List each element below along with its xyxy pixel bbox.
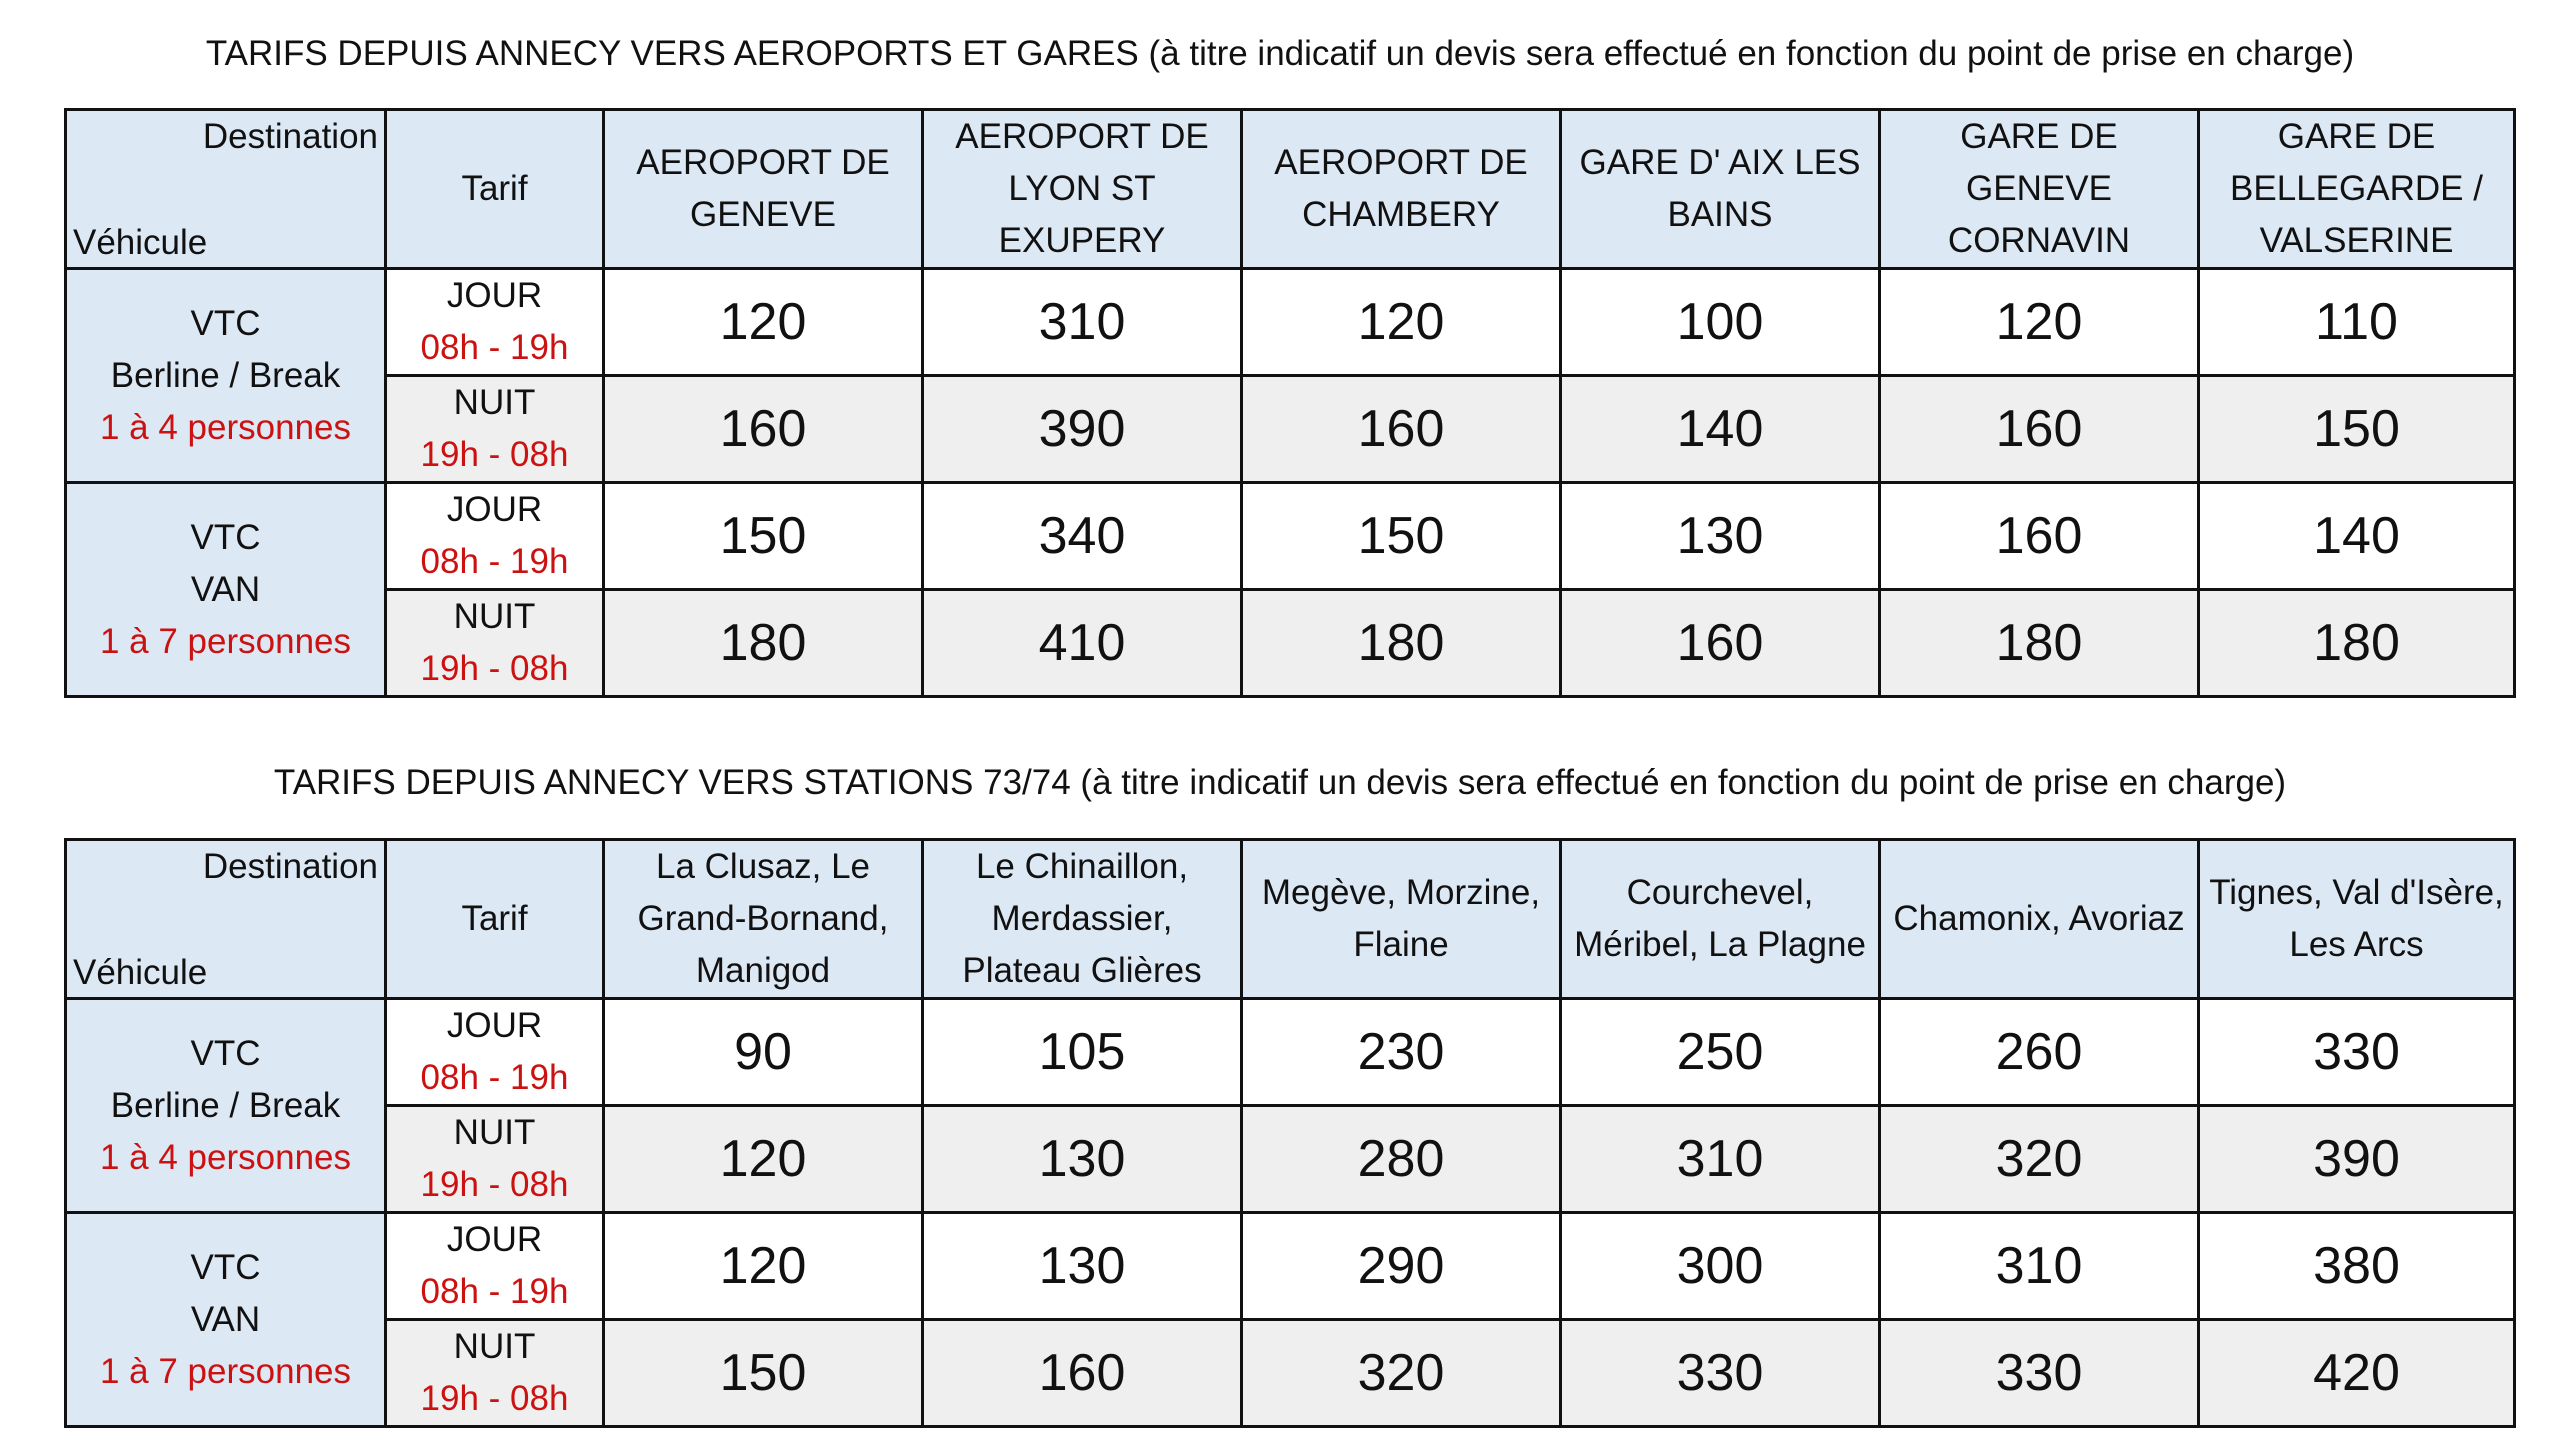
tarif-header: Tarif: [386, 840, 604, 999]
table-row: [66, 483, 2515, 590]
table-row: [66, 269, 2515, 376]
price-cell: 150: [2199, 376, 2515, 483]
price-cell: 120: [604, 269, 923, 376]
period-hours: 19h - 08h: [420, 435, 569, 474]
destination-header-line: LYON ST EXUPERY: [998, 169, 1166, 260]
price-cell: 420: [2199, 1320, 2515, 1427]
header-row: [66, 840, 2515, 999]
destination-header-line: Merdassier,: [991, 899, 1173, 938]
destination-header-line: BAINS: [1667, 195, 1773, 234]
destination-header: [1561, 110, 1880, 269]
destination-header-line: BELLEGARDE /: [2230, 169, 2483, 208]
table-row: [66, 376, 2515, 483]
price-cell: 180: [1880, 590, 2199, 697]
table-row: [66, 590, 2515, 697]
vehicle-type: VTC: [190, 303, 261, 343]
vehicle-type: VTC: [190, 517, 261, 557]
tarif-period-cell: [386, 1213, 604, 1320]
vehicle-type: VTC: [190, 1033, 261, 1073]
destination-header-line: CHAMBERY: [1302, 195, 1500, 234]
vehicule-label: Véhicule: [73, 223, 208, 262]
destination-header-line: Tignes, Val d'Isère,: [2209, 873, 2504, 912]
destination-header: [604, 110, 923, 269]
period-hours: 19h - 08h: [420, 649, 569, 688]
vehicle-capacity: 1 à 7 personnes: [99, 1351, 351, 1391]
stations-tariff-table: [64, 838, 2516, 1428]
vehicle-capacity: 1 à 4 personnes: [99, 407, 351, 447]
period-label: JOUR: [446, 276, 543, 315]
vehicle-model: Berline / Break: [110, 1085, 341, 1125]
price-cell: 300: [1561, 1213, 1880, 1320]
destination-header-line: Les Arcs: [2289, 925, 2424, 964]
tarif-period-cell: [386, 483, 604, 590]
price-cell: 120: [1880, 269, 2199, 376]
stations-table-title: TARIFS DEPUIS ANNECY VERS STATIONS 73/74 (à titre indicatif un devis sera effectué en fonction du point de prise en charge): [273, 763, 2287, 802]
price-cell: 320: [1880, 1106, 2199, 1213]
corner-header-cell: [66, 840, 386, 999]
destination-header-line: GARE DE GENEVE: [1960, 117, 2118, 208]
price-cell: 260: [1880, 999, 2199, 1106]
price-cell: 180: [1242, 590, 1561, 697]
price-cell: 280: [1242, 1106, 1561, 1213]
airports-table-title: TARIFS DEPUIS ANNECY VERS AEROPORTS ET GARES (à titre indicatif un devis sera effectué en fonction du point de prise en charge): [205, 34, 2355, 73]
price-cell: 160: [1561, 590, 1880, 697]
price-cell: 120: [604, 1106, 923, 1213]
price-cell: 310: [1561, 1106, 1880, 1213]
vehicle-model: Berline / Break: [110, 355, 341, 395]
price-cell: 130: [1561, 483, 1880, 590]
price-cell: 330: [1880, 1320, 2199, 1427]
destination-header: [1880, 110, 2199, 269]
destination-label: Destination: [202, 847, 378, 886]
destination-header-line: AEROPORT DE: [636, 143, 890, 182]
price-cell: 390: [2199, 1106, 2515, 1213]
tarif-period-cell: [386, 1320, 604, 1427]
price-cell: 160: [604, 376, 923, 483]
table-row: [66, 1213, 2515, 1320]
price-cell: 410: [923, 590, 1242, 697]
price-cell: 160: [1880, 483, 2199, 590]
corner-header-cell: [66, 110, 386, 269]
destination-header: [1242, 110, 1561, 269]
period-label: JOUR: [446, 1006, 543, 1045]
tarif-period-cell: [386, 999, 604, 1106]
price-cell: 150: [604, 483, 923, 590]
destination-header-line: GARE D' AIX LES: [1579, 143, 1861, 182]
tarif-period-cell: [386, 1106, 604, 1213]
destination-header: [1561, 840, 1880, 999]
price-cell: 330: [2199, 999, 2515, 1106]
airports-tariff-table: [64, 108, 2516, 698]
price-cell: 150: [1242, 483, 1561, 590]
price-cell: 105: [923, 999, 1242, 1106]
period-label: NUIT: [453, 1327, 536, 1366]
destination-header-line: VALSERINE: [2259, 221, 2454, 260]
price-cell: 160: [1242, 376, 1561, 483]
destination-header-line: AEROPORT DE: [1274, 143, 1528, 182]
price-cell: 140: [2199, 483, 2515, 590]
vehicule-label: Véhicule: [73, 953, 208, 992]
destination-header-line: Méribel, La Plagne: [1574, 925, 1866, 964]
vehicle-capacity: 1 à 7 personnes: [99, 621, 351, 661]
price-cell: 120: [1242, 269, 1561, 376]
vehicle-cell: [66, 1213, 386, 1427]
price-cell: 290: [1242, 1213, 1561, 1320]
period-label: JOUR: [446, 1220, 543, 1259]
destination-header-line: Courchevel,: [1626, 873, 1814, 912]
destination-header-line: AEROPORT DE: [955, 117, 1209, 156]
price-cell: 340: [923, 483, 1242, 590]
tarif-period-cell: [386, 590, 604, 697]
price-cell: 130: [923, 1213, 1242, 1320]
price-cell: 90: [604, 999, 923, 1106]
destination-header-line: Plateau Glières: [962, 951, 1202, 990]
destination-header: [2199, 840, 2515, 999]
vehicle-type: VTC: [190, 1247, 261, 1287]
price-cell: 320: [1242, 1320, 1561, 1427]
vehicle-cell: [66, 269, 386, 483]
price-cell: 330: [1561, 1320, 1880, 1427]
destination-header-line: Manigod: [695, 951, 831, 990]
destination-header: [604, 840, 923, 999]
table-row: [66, 1106, 2515, 1213]
destination-header-line: GENEVE: [690, 195, 836, 234]
vehicle-cell: [66, 999, 386, 1213]
destination-header: [1880, 840, 2199, 999]
destination-label: Destination: [202, 117, 378, 156]
destination-header-line: La Clusaz, Le: [655, 847, 871, 886]
price-cell: 180: [2199, 590, 2515, 697]
price-cell: 160: [923, 1320, 1242, 1427]
destination-header-line: CORNAVIN: [1947, 221, 2131, 260]
price-cell: 380: [2199, 1213, 2515, 1320]
period-label: NUIT: [453, 383, 536, 422]
price-cell: 120: [604, 1213, 923, 1320]
price-cell: 310: [1880, 1213, 2199, 1320]
destination-header: [2199, 110, 2515, 269]
tarif-header: Tarif: [386, 110, 604, 269]
table-row: [66, 1320, 2515, 1427]
period-label: NUIT: [453, 597, 536, 636]
price-cell: 130: [923, 1106, 1242, 1213]
vehicle-cell: [66, 483, 386, 697]
period-label: JOUR: [446, 490, 543, 529]
price-cell: 230: [1242, 999, 1561, 1106]
destination-header: [1242, 840, 1561, 999]
price-cell: 310: [923, 269, 1242, 376]
period-hours: 08h - 19h: [420, 542, 569, 581]
destination-header-line: Flaine: [1353, 925, 1449, 964]
price-cell: 150: [604, 1320, 923, 1427]
vehicle-model: VAN: [190, 569, 261, 609]
price-cell: 110: [2199, 269, 2515, 376]
price-cell: 250: [1561, 999, 1880, 1106]
price-cell: 390: [923, 376, 1242, 483]
table-row: [66, 999, 2515, 1106]
period-label: NUIT: [453, 1113, 536, 1152]
price-cell: 180: [604, 590, 923, 697]
destination-header-line: GARE DE: [2277, 117, 2436, 156]
destination-header: [923, 840, 1242, 999]
period-hours: 08h - 19h: [420, 328, 569, 367]
period-hours: 08h - 19h: [420, 1272, 569, 1311]
tarif-period-cell: [386, 269, 604, 376]
price-cell: 100: [1561, 269, 1880, 376]
destination-header-line: Chamonix, Avoriaz: [1893, 899, 2185, 938]
price-cell: 160: [1880, 376, 2199, 483]
price-cell: 140: [1561, 376, 1880, 483]
destination-header-line: Grand-Bornand,: [637, 899, 889, 938]
header-row: [66, 110, 2515, 269]
period-hours: 08h - 19h: [420, 1058, 569, 1097]
destination-header: [923, 110, 1242, 269]
destination-header-line: Le Chinaillon,: [975, 847, 1189, 886]
vehicle-capacity: 1 à 4 personnes: [99, 1137, 351, 1177]
vehicle-model: VAN: [190, 1299, 261, 1339]
tarif-period-cell: [386, 376, 604, 483]
destination-header-line: Megève, Morzine,: [1261, 873, 1541, 912]
period-hours: 19h - 08h: [420, 1165, 569, 1204]
period-hours: 19h - 08h: [420, 1379, 569, 1418]
